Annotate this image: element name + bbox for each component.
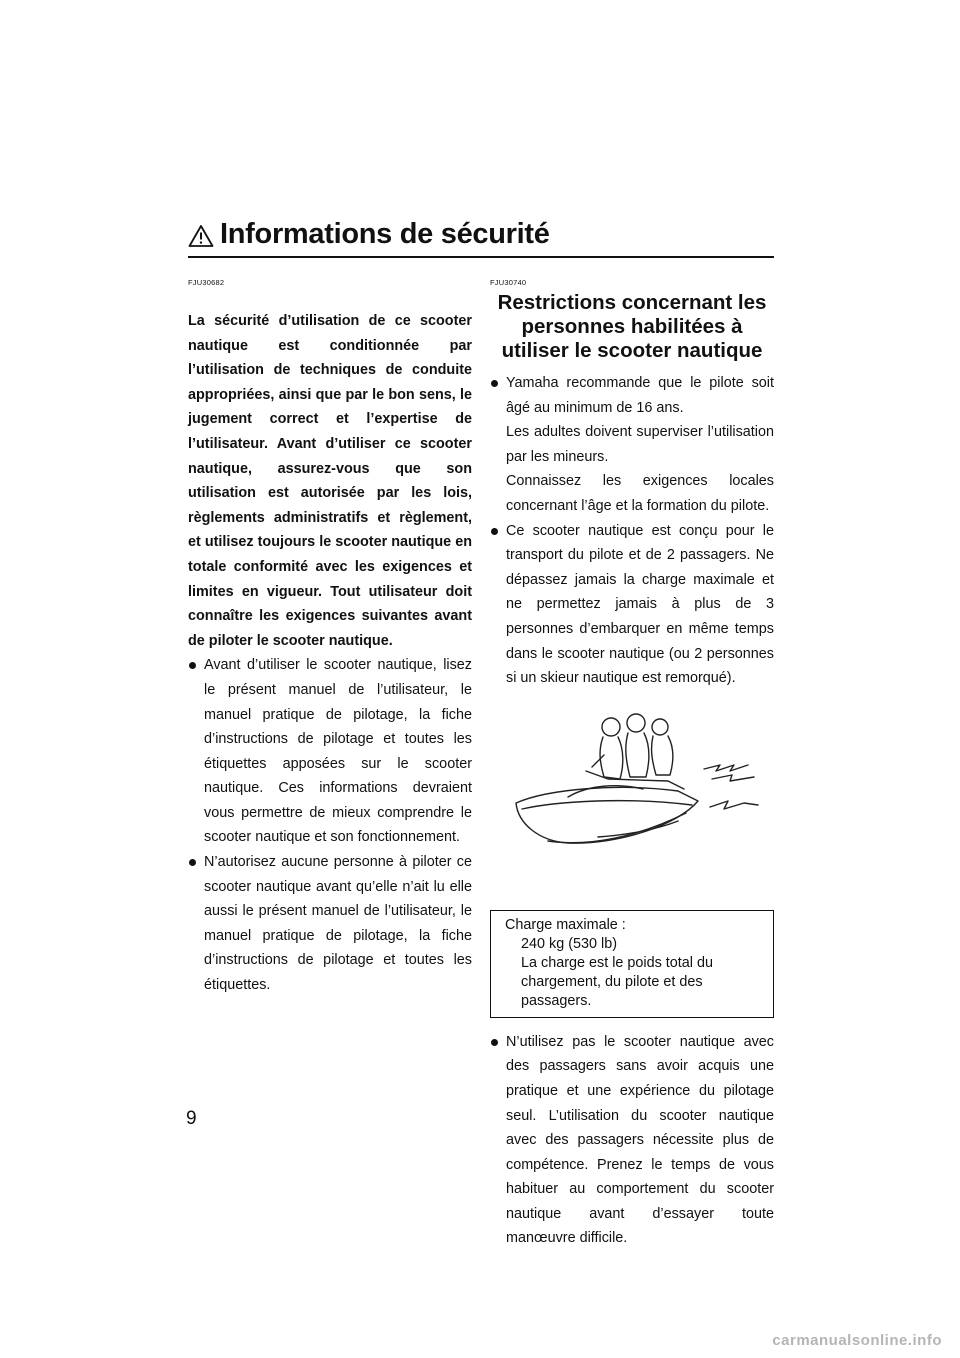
page-number: 9 [186,1108,197,1129]
right-bullet-list-2 [490,1030,774,1251]
right-column [490,278,774,1251]
section-title: Restrictions concernant les personnes habilitées à utiliser le scooter nautique [497,291,767,362]
page-title: Informations de sécurité [220,218,550,250]
watermark: carmanualsonline.info [772,1332,942,1349]
max-load-value: 240 kg (530 lb) [521,935,617,952]
bullet-dot-icon [491,528,498,535]
section-code: FJU30682 [188,278,225,287]
warning-triangle-icon [188,224,214,248]
left-bullet-list [188,653,472,997]
bullet-dot-icon [189,662,196,669]
max-load-label: Charge maximale : [505,916,626,933]
bullet-dot-icon [491,1039,498,1046]
bullet-dot-icon [189,859,196,866]
page-header [188,218,774,258]
right-bullet-list [490,371,774,691]
left-column [188,278,472,998]
list-item: Avant d’utiliser le scooter nautique, lisez le présent manuel de l’utilisateur, le manuel pratique de pilotage, la fiche d’instructions de pilotage et toutes les étiquettes apposées sur le scooter nautique. Ces informations devraient vous permettre de mieux comprendre le scooter nautique et son fonctionnement. [188,653,472,850]
max-load-note: La charge est le poids total du chargement, du pilote et des passagers. [521,954,714,1009]
intro-paragraph: La sécurité d’utilisation de ce scooter nautique est conditionnée par l’utilisation de techniques de conduite appropriées, ainsi que par le bon sens, le jugement correct et l’expertise de l’utilisateur. Avant d’utiliser ce scooter nautique, assurez-vous que son utilisation est autorisée par les lois, règlements administratifs et règlement, et utilisez toujours le scooter nautique en totale conformité avec les exigences et limites en vigueur. Tout utilisateur doit connaître les exigences suivantes avant de piloter le scooter nautique. [188,313,472,649]
bullet-dot-icon [491,380,498,387]
list-item: N’autorisez aucune personne à piloter ce scooter nautique avant qu’elle n’ait lu elle aussi le présent manuel de l’utilisateur, le manuel pratique de pilotage, la fiche d’instructions de pilotage et toutes les étiquettes. [188,850,472,998]
list-item: Yamaha recommande que le pilote soit âgé au minimum de 16 ans. Les adultes doivent superviser l’utilisation par les mineurs. Connaissez les exigences locales concernant l’âge et la formation du pilote. [490,371,774,519]
watercraft-illustration [508,705,774,863]
list-item: N’utilisez pas le scooter nautique avec des passagers sans avoir acquis une pratique et une expérience du pilotage seul. L’utilisation du scooter nautique avec des passagers nécessite plus de compétence. Prenez le temps de vous habituer au comportement du scooter nautique avant d’essayer toute manœuvre difficile. [490,1030,774,1251]
max-load-box [490,910,774,1018]
list-item: Ce scooter nautique est conçu pour le transport du pilote et de 2 passagers. Ne dépassez jamais la charge maximale et ne permettez jamais à plus de 3 personnes d’embarquer en même temps dans le scooter nautique (ou 2 personnes si un skieur nautique est remorqué). [490,519,774,691]
section-code: FJU30740 [490,278,527,287]
